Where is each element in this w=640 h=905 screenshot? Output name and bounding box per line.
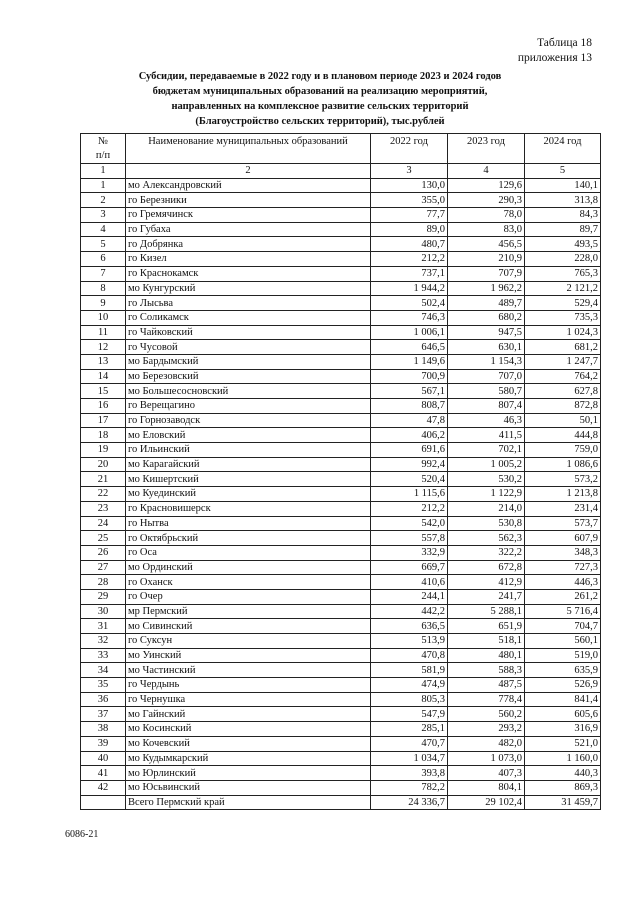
table-row: [81, 634, 601, 649]
table-row: [81, 766, 601, 781]
row-number: 38: [81, 722, 126, 737]
row-number: 1: [81, 178, 126, 193]
value-2023: 580,7: [448, 384, 525, 399]
value-2024: 704,7: [525, 619, 601, 634]
municipality-name: мо Александровский: [126, 178, 371, 193]
value-2023: 5 288,1: [448, 604, 525, 619]
subsidies-table: [80, 133, 601, 810]
value-2024: 1 160,0: [525, 751, 601, 766]
row-number: 19: [81, 443, 126, 458]
value-2023: 588,3: [448, 663, 525, 678]
row-number: 41: [81, 766, 126, 781]
value-2022: 474,9: [371, 678, 448, 693]
value-2024: 446,3: [525, 575, 601, 590]
row-number: 18: [81, 428, 126, 443]
total-number: [81, 795, 126, 810]
value-2023: 518,1: [448, 634, 525, 649]
value-2023: 707,0: [448, 369, 525, 384]
value-2024: 681,2: [525, 340, 601, 355]
row-number: 32: [81, 634, 126, 649]
table-row: [81, 516, 601, 531]
value-2022: 442,2: [371, 604, 448, 619]
value-2022: 244,1: [371, 589, 448, 604]
value-2023: 129,6: [448, 178, 525, 193]
value-2024: 765,3: [525, 266, 601, 281]
value-2024: 228,0: [525, 252, 601, 267]
value-2024: 573,7: [525, 516, 601, 531]
value-2024: 50,1: [525, 413, 601, 428]
title-line: (Благоустройство сельских территорий), тыс.рублей: [195, 116, 445, 127]
table-row: [81, 428, 601, 443]
value-2024: 607,9: [525, 531, 601, 546]
table-row: [81, 663, 601, 678]
value-2022: 636,5: [371, 619, 448, 634]
row-number: 26: [81, 545, 126, 560]
row-number: 28: [81, 575, 126, 590]
table-row: [81, 222, 601, 237]
municipality-name: го Верещагино: [126, 399, 371, 414]
value-2024: 841,4: [525, 692, 601, 707]
table-row: [81, 281, 601, 296]
row-number: 35: [81, 678, 126, 693]
row-number: 40: [81, 751, 126, 766]
col-header-2024: 2024 год: [525, 134, 601, 164]
value-2022: 782,2: [371, 780, 448, 795]
value-2022: 1 149,6: [371, 354, 448, 369]
header-row: [81, 134, 601, 164]
col-number: 4: [448, 164, 525, 179]
municipality-name: мо Уинский: [126, 648, 371, 663]
table-row: [81, 531, 601, 546]
municipality-name: го Оса: [126, 545, 371, 560]
municipality-name: го Красновишерск: [126, 501, 371, 516]
table-row: [81, 266, 601, 281]
table-body: [81, 178, 601, 795]
value-2024: 440,3: [525, 766, 601, 781]
value-2022: 700,9: [371, 369, 448, 384]
table-row: [81, 369, 601, 384]
municipality-name: мо Карагайский: [126, 457, 371, 472]
municipality-name: мо Юсьвинский: [126, 780, 371, 795]
value-2022: 406,2: [371, 428, 448, 443]
row-number: 34: [81, 663, 126, 678]
table-reference: [518, 36, 592, 66]
value-2024: 1 247,7: [525, 354, 601, 369]
value-2023: 456,5: [448, 237, 525, 252]
value-2023: 1 005,2: [448, 457, 525, 472]
value-2022: 332,9: [371, 545, 448, 560]
total-row: [81, 795, 601, 810]
value-2024: 560,1: [525, 634, 601, 649]
municipality-name: мо Еловский: [126, 428, 371, 443]
value-2022: 737,1: [371, 266, 448, 281]
municipality-name: мо Гайнский: [126, 707, 371, 722]
value-2022: 212,2: [371, 252, 448, 267]
value-2022: 393,8: [371, 766, 448, 781]
value-2023: 214,0: [448, 501, 525, 516]
municipality-name: мо Кунгурский: [126, 281, 371, 296]
value-2022: 746,3: [371, 310, 448, 325]
row-number: 31: [81, 619, 126, 634]
total-2022: 24 336,7: [371, 795, 448, 810]
table-row: [81, 545, 601, 560]
value-2022: 47,8: [371, 413, 448, 428]
value-2022: 77,7: [371, 208, 448, 223]
row-number: 13: [81, 354, 126, 369]
table-row: [81, 443, 601, 458]
table-row: [81, 340, 601, 355]
value-2022: 669,7: [371, 560, 448, 575]
table-row: [81, 722, 601, 737]
value-2024: 526,9: [525, 678, 601, 693]
value-2024: 140,1: [525, 178, 601, 193]
value-2024: 635,9: [525, 663, 601, 678]
value-2023: 322,2: [448, 545, 525, 560]
row-number: 27: [81, 560, 126, 575]
value-2022: 805,3: [371, 692, 448, 707]
value-2023: 407,3: [448, 766, 525, 781]
value-2023: 672,8: [448, 560, 525, 575]
municipality-name: го Лысьва: [126, 296, 371, 311]
table-row: [81, 501, 601, 516]
title-line: Субсидии, передаваемые в 2022 году и в плановом периоде 2023 и 2024 годов: [138, 71, 502, 82]
row-number: 11: [81, 325, 126, 340]
municipality-name: го Губаха: [126, 222, 371, 237]
row-number: 22: [81, 487, 126, 502]
table-row: [81, 354, 601, 369]
value-2022: 513,9: [371, 634, 448, 649]
municipality-name: го Суксун: [126, 634, 371, 649]
value-2022: 567,1: [371, 384, 448, 399]
value-2022: 542,0: [371, 516, 448, 531]
value-2023: 651,9: [448, 619, 525, 634]
table-row: [81, 472, 601, 487]
row-number: 15: [81, 384, 126, 399]
value-2024: 316,9: [525, 722, 601, 737]
municipality-name: мо Бардымский: [126, 354, 371, 369]
value-2024: 872,8: [525, 399, 601, 414]
col-number: 3: [371, 164, 448, 179]
table-row: [81, 707, 601, 722]
title-line: бюджетам муниципальных образований на реализацию мероприятий,: [152, 86, 488, 97]
municipality-name: го Оханск: [126, 575, 371, 590]
municipality-name: го Добрянка: [126, 237, 371, 252]
value-2023: 778,4: [448, 692, 525, 707]
row-number: 16: [81, 399, 126, 414]
value-2023: 1 073,0: [448, 751, 525, 766]
value-2022: 355,0: [371, 193, 448, 208]
municipality-name: мо Косинский: [126, 722, 371, 737]
value-2024: 89,7: [525, 222, 601, 237]
column-number-row: [81, 164, 601, 179]
value-2023: 1 154,3: [448, 354, 525, 369]
value-2023: 78,0: [448, 208, 525, 223]
value-2023: 560,2: [448, 707, 525, 722]
value-2023: 1 122,9: [448, 487, 525, 502]
table-row: [81, 384, 601, 399]
municipality-name: мо Большесосновский: [126, 384, 371, 399]
municipality-name: го Соликамск: [126, 310, 371, 325]
value-2024: 313,8: [525, 193, 601, 208]
value-2023: 489,7: [448, 296, 525, 311]
value-2022: 691,6: [371, 443, 448, 458]
municipality-name: мо Кишертский: [126, 472, 371, 487]
table-row: [81, 736, 601, 751]
value-2024: 1 024,3: [525, 325, 601, 340]
row-number: 8: [81, 281, 126, 296]
municipality-name: го Горнозаводск: [126, 413, 371, 428]
value-2022: 808,7: [371, 399, 448, 414]
value-2024: 869,3: [525, 780, 601, 795]
value-2023: 530,2: [448, 472, 525, 487]
municipality-name: го Чайковский: [126, 325, 371, 340]
row-number: 33: [81, 648, 126, 663]
value-2023: 1 962,2: [448, 281, 525, 296]
value-2023: 411,5: [448, 428, 525, 443]
col-number: 1: [81, 164, 126, 179]
value-2024: 1 086,6: [525, 457, 601, 472]
value-2022: 470,8: [371, 648, 448, 663]
municipality-name: го Чусовой: [126, 340, 371, 355]
value-2022: 470,7: [371, 736, 448, 751]
value-2023: 83,0: [448, 222, 525, 237]
value-2024: 2 121,2: [525, 281, 601, 296]
value-2022: 992,4: [371, 457, 448, 472]
value-2022: 89,0: [371, 222, 448, 237]
table-row: [81, 457, 601, 472]
value-2024: 521,0: [525, 736, 601, 751]
row-number: 17: [81, 413, 126, 428]
value-2024: 727,3: [525, 560, 601, 575]
value-2022: 285,1: [371, 722, 448, 737]
value-2024: 348,3: [525, 545, 601, 560]
row-number: 9: [81, 296, 126, 311]
value-2022: 520,4: [371, 472, 448, 487]
value-2023: 562,3: [448, 531, 525, 546]
row-number: 21: [81, 472, 126, 487]
municipality-name: мо Ординский: [126, 560, 371, 575]
municipality-name: го Березники: [126, 193, 371, 208]
value-2024: 735,3: [525, 310, 601, 325]
value-2022: 1 006,1: [371, 325, 448, 340]
value-2024: 627,8: [525, 384, 601, 399]
table-row: [81, 780, 601, 795]
value-2023: 241,7: [448, 589, 525, 604]
municipality-name: го Чернушка: [126, 692, 371, 707]
value-2022: 557,8: [371, 531, 448, 546]
municipality-name: го Ильинский: [126, 443, 371, 458]
value-2024: 5 716,4: [525, 604, 601, 619]
value-2023: 707,9: [448, 266, 525, 281]
table-row: [81, 604, 601, 619]
row-number: 6: [81, 252, 126, 267]
value-2023: 480,1: [448, 648, 525, 663]
appendix-label: приложения 13: [517, 52, 592, 64]
col-header-2022: 2022 год: [371, 134, 448, 164]
col-header-2023: 2023 год: [448, 134, 525, 164]
table-row: [81, 575, 601, 590]
table-row: [81, 560, 601, 575]
value-2023: 807,4: [448, 399, 525, 414]
municipality-name: го Октябрьский: [126, 531, 371, 546]
table-row: [81, 208, 601, 223]
table-row: [81, 252, 601, 267]
municipality-name: го Гремячинск: [126, 208, 371, 223]
municipality-name: го Кизел: [126, 252, 371, 267]
table-row: [81, 648, 601, 663]
table-row: [81, 678, 601, 693]
row-number: 12: [81, 340, 126, 355]
table-row: [81, 692, 601, 707]
table-row: [81, 178, 601, 193]
value-2024: 573,2: [525, 472, 601, 487]
row-number: 36: [81, 692, 126, 707]
table-row: [81, 399, 601, 414]
value-2024: 519,0: [525, 648, 601, 663]
value-2024: 529,4: [525, 296, 601, 311]
value-2023: 293,2: [448, 722, 525, 737]
value-2022: 480,7: [371, 237, 448, 252]
value-2024: 261,2: [525, 589, 601, 604]
total-label: Всего Пермский край: [126, 795, 371, 810]
col-number: 2: [126, 164, 371, 179]
row-number: 5: [81, 237, 126, 252]
row-number: 4: [81, 222, 126, 237]
total-2024: 31 459,7: [525, 795, 601, 810]
row-number: 20: [81, 457, 126, 472]
municipality-name: го Очер: [126, 589, 371, 604]
document-code: 6086-21: [65, 829, 99, 840]
value-2022: 646,5: [371, 340, 448, 355]
value-2022: 502,4: [371, 296, 448, 311]
municipality-name: мо Березовский: [126, 369, 371, 384]
row-number: 39: [81, 736, 126, 751]
municipality-name: мо Частинский: [126, 663, 371, 678]
row-number: 7: [81, 266, 126, 281]
value-2023: 702,1: [448, 443, 525, 458]
value-2024: 1 213,8: [525, 487, 601, 502]
table-row: [81, 619, 601, 634]
row-number: 29: [81, 589, 126, 604]
row-number: 3: [81, 208, 126, 223]
table-row: [81, 325, 601, 340]
value-2024: 231,4: [525, 501, 601, 516]
value-2024: 605,6: [525, 707, 601, 722]
title-line: направленных на комплексное развитие сельских территорий: [171, 101, 469, 112]
table-row: [81, 589, 601, 604]
value-2023: 210,9: [448, 252, 525, 267]
total-2023: 29 102,4: [448, 795, 525, 810]
value-2023: 947,5: [448, 325, 525, 340]
value-2022: 547,9: [371, 707, 448, 722]
value-2022: 1 115,6: [371, 487, 448, 502]
table-row: [81, 237, 601, 252]
value-2023: 680,2: [448, 310, 525, 325]
municipality-name: мо Кочевский: [126, 736, 371, 751]
table-row: [81, 193, 601, 208]
value-2023: 46,3: [448, 413, 525, 428]
table-row: [81, 487, 601, 502]
document-title: [90, 69, 550, 129]
value-2023: 482,0: [448, 736, 525, 751]
table-row: [81, 413, 601, 428]
value-2023: 530,8: [448, 516, 525, 531]
row-number: 25: [81, 531, 126, 546]
row-number: 14: [81, 369, 126, 384]
value-2023: 804,1: [448, 780, 525, 795]
col-header-name: Наименование муниципальных образований: [126, 134, 371, 164]
value-2024: 764,2: [525, 369, 601, 384]
value-2024: 84,3: [525, 208, 601, 223]
col-header-number: № п/п: [81, 134, 126, 164]
value-2023: 412,9: [448, 575, 525, 590]
municipality-name: го Краснокамск: [126, 266, 371, 281]
municipality-name: мо Сивинский: [126, 619, 371, 634]
row-number: 42: [81, 780, 126, 795]
value-2022: 410,6: [371, 575, 448, 590]
value-2022: 1 944,2: [371, 281, 448, 296]
value-2022: 581,9: [371, 663, 448, 678]
value-2023: 630,1: [448, 340, 525, 355]
row-number: 23: [81, 501, 126, 516]
table-row: [81, 296, 601, 311]
municipality-name: го Чердынь: [126, 678, 371, 693]
value-2022: 1 034,7: [371, 751, 448, 766]
table-row: [81, 751, 601, 766]
table-row: [81, 310, 601, 325]
value-2024: 444,8: [525, 428, 601, 443]
col-number: 5: [525, 164, 601, 179]
value-2024: 493,5: [525, 237, 601, 252]
municipality-name: го Нытва: [126, 516, 371, 531]
row-number: 10: [81, 310, 126, 325]
row-number: 24: [81, 516, 126, 531]
row-number: 30: [81, 604, 126, 619]
municipality-name: мо Куединский: [126, 487, 371, 502]
row-number: 37: [81, 707, 126, 722]
value-2023: 290,3: [448, 193, 525, 208]
value-2023: 487,5: [448, 678, 525, 693]
municipality-name: мо Юрлинский: [126, 766, 371, 781]
value-2022: 130,0: [371, 178, 448, 193]
value-2024: 759,0: [525, 443, 601, 458]
municipality-name: мо Кудымкарский: [126, 751, 371, 766]
value-2022: 212,2: [371, 501, 448, 516]
table-label: Таблица 18: [537, 37, 592, 49]
municipality-name: мр Пермский: [126, 604, 371, 619]
row-number: 2: [81, 193, 126, 208]
